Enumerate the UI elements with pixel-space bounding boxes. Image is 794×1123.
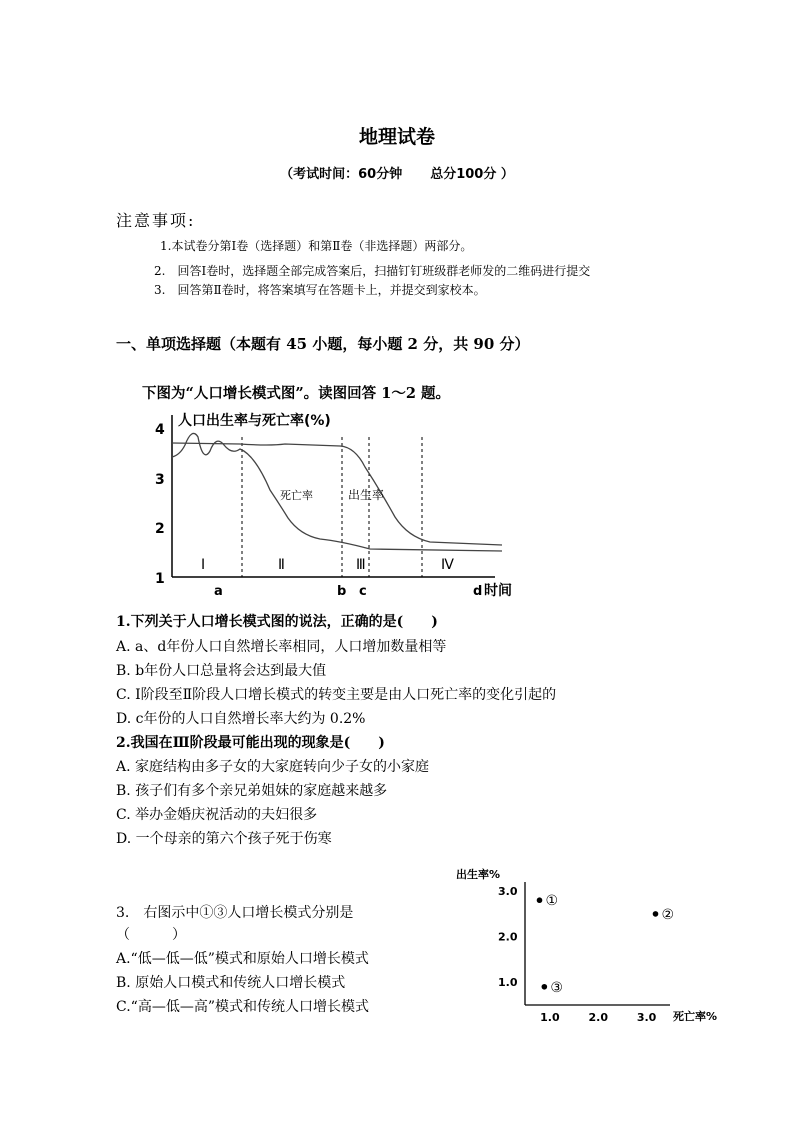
population-growth-chart: [140, 405, 540, 605]
scatter-ytick: 1.0: [498, 976, 518, 990]
section-heading: 一、单项选择题（本题有 45 小题，每小题 2 分，共 90 分）: [116, 335, 530, 353]
point-c-label: c: [359, 584, 367, 599]
q3-option-b: B. 原始人口模式和传统人口增长模式: [116, 975, 346, 991]
q3-option-a: A.“低—低—低”模式和原始人口增长模式: [116, 951, 369, 967]
note-2: 2. 回答Ⅰ卷时，选择题全部完成答案后，扫描钉钉班级群老师发的二维码进行提交: [154, 264, 591, 278]
scatter-point: [537, 897, 543, 903]
scatter-xtick: 3.0: [636, 1011, 657, 1024]
stage-2-label: Ⅱ: [278, 557, 285, 573]
q2-option-a: A. 家庭结构由多子女的大家庭转向少子女的小家庭: [116, 759, 430, 775]
scatter-point: [542, 984, 548, 990]
birth-death-scatter: [450, 860, 740, 1030]
scatter-ytick: 2.0: [498, 930, 518, 944]
q1-option-d: D. c年份的人口自然增长率大约为 0.2%: [116, 711, 366, 727]
q2-option-d: D. 一个母亲的第六个孩子死于伤寒: [116, 831, 332, 847]
q1-option-b: B. b年份人口总量将会达到最大值: [116, 663, 327, 679]
ytick-4: 4: [155, 422, 165, 438]
q2-option-c: C. 举办金婚庆祝活动的夫妇很多: [116, 807, 318, 823]
scatter-point: [653, 911, 659, 917]
notes-heading: 注意事项:: [116, 211, 196, 230]
q3-stem: 3. 右图示中①③人口增长模式分别是: [116, 905, 354, 921]
ytick-1: 1: [155, 571, 165, 587]
exam-time: （考试时间：60分钟: [280, 167, 403, 182]
death-rate-line: [172, 433, 502, 551]
note-1: 1.本试卷分第Ⅰ卷（选择题）和第Ⅱ卷（非选择题）两部分。: [160, 239, 473, 253]
scatter-point-label: ②: [661, 906, 675, 923]
q1-option-a: A. a、d年份人口自然增长率相同，人口增加数量相等: [116, 639, 447, 655]
stage-1-label: Ⅰ: [201, 557, 206, 573]
q1-stem: 1.下列关于人口增长模式图的说法，正确的是( ): [116, 614, 438, 630]
scatter-point-label: ③: [550, 979, 563, 996]
y-axis-label: 人口出生率与死亡率(%): [178, 413, 331, 429]
note-3: 3. 回答第Ⅱ卷时，将答案填写在答题卡上，并提交到家校本。: [154, 283, 486, 297]
total-score: 总分100分 ）: [430, 167, 514, 182]
point-a-label: a: [214, 584, 223, 599]
q3-blank: （ ）: [116, 927, 186, 943]
point-d-label: d: [473, 584, 483, 599]
q2-option-b: B. 孩子们有多个亲兄弟姐妹的家庭越来越多: [116, 783, 388, 799]
stage-4-label: Ⅳ: [441, 557, 454, 573]
birth-rate-line: [172, 443, 502, 545]
page-title: 地理试卷: [358, 126, 435, 148]
scatter-xtick: 2.0: [588, 1011, 608, 1024]
ytick-3: 3: [155, 472, 165, 488]
q3-option-c: C.“高—低—高”模式和传统人口增长模式: [116, 999, 369, 1015]
birth-rate-label: 出生率: [348, 488, 385, 502]
ytick-2: 2: [155, 521, 165, 537]
q1-option-c: C. Ⅰ阶段至Ⅱ阶段人口增长模式的转变主要是由人口死亡率的变化引起的: [116, 687, 557, 703]
exam-info: [0, 163, 794, 182]
scatter-y-label: 出生率%: [456, 868, 501, 881]
q2-stem: 2.我国在Ⅲ阶段最可能出现的现象是( ): [116, 735, 385, 751]
figure-intro: 下图为“人口增长模式图”。读图回答 1～2 题。: [142, 385, 450, 402]
scatter-xtick: 1.0: [540, 1011, 560, 1024]
death-rate-label: 死亡率: [280, 489, 313, 502]
scatter-ytick: 3.0: [498, 885, 518, 899]
scatter-x-label: 死亡率%: [673, 1010, 718, 1023]
stage-3-label: Ⅲ: [356, 557, 366, 573]
point-b-label: b: [337, 584, 347, 599]
x-axis-label: 时间: [484, 583, 512, 599]
scatter-point-label: ①: [545, 893, 559, 910]
